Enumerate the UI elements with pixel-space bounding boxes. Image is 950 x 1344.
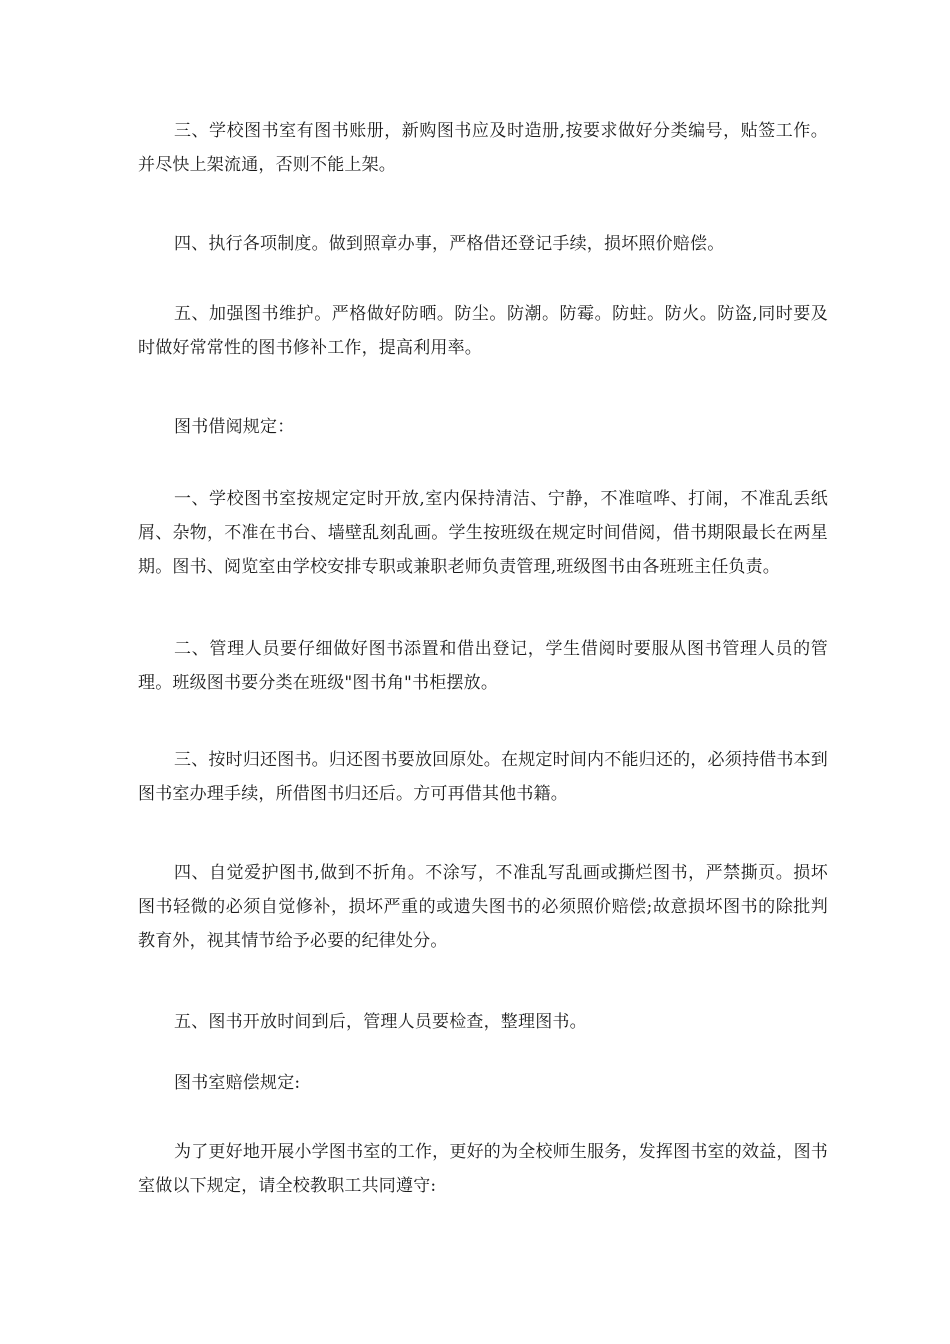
paragraph-borrow-rule-4: 四、自觉爱护图书,做到不折角。不涂写，不准乱写乱画或撕烂图书，严禁撕页。损坏图书轻微的必须自觉修补，损坏严重的或遗失图书的必须照价赔偿;故意损坏图书的除批判教育外，视其情节给予必要的纪律处分。 (138, 863, 828, 951)
paragraph-compensation-intro: 为了更好地开展小学图书室的工作，更好的为全校师生服务，发挥图书室的效益，图书室做以下规定，请全校教职工共同遵守: (138, 1142, 828, 1196)
paragraph-borrow-rule-2: 二、管理人员要仔细做好图书添置和借出登记，学生借阅时要服从图书管理人员的管理。班级图书要分类在班级"图书角"书柜摆放。 (138, 639, 828, 693)
heading-borrowing-rules: 图书借阅规定： (174, 417, 295, 437)
paragraph-rule-3-catalog: 三、学校图书室有图书账册，新购图书应及时造册,按要求做好分类编号，贴签工作。并尽快上架流通，否则不能上架。 (138, 121, 828, 175)
paragraph-rule-5-maintenance: 五、加强图书维护。严格做好防晒。防尘。防潮。防霉。防蛀。防火。防盗,同时要及时做好常常性的图书修补工作，提高利用率。 (138, 304, 828, 358)
paragraph-rule-4-regulations: 四、执行各项制度。做到照章办事，严格借还登记手续，损坏照价赔偿。 (174, 234, 725, 254)
paragraph-borrow-rule-5: 五、图书开放时间到后，管理人员要检查，整理图书。 (174, 1012, 587, 1032)
heading-compensation-rules: 图书室赔偿规定: (174, 1073, 301, 1093)
paragraph-borrow-rule-3: 三、按时归还图书。归还图书要放回原处。在规定时间内不能归还的，必须持借书本到图书室办理手续，所借图书归还后。方可再借其他书籍。 (138, 750, 828, 804)
paragraph-borrow-rule-1: 一、学校图书室按规定定时开放,室内保持清洁、宁静，不准喧哗、打闹，不准乱丢纸屑、杂物，不准在书台、墙壁乱刻乱画。学生按班级在规定时间借阅，借书期限最长在两星期。图书、阅览室由学校安排专职或兼职老师负责管理,班级图书由各班班主任负责。 (138, 489, 828, 577)
